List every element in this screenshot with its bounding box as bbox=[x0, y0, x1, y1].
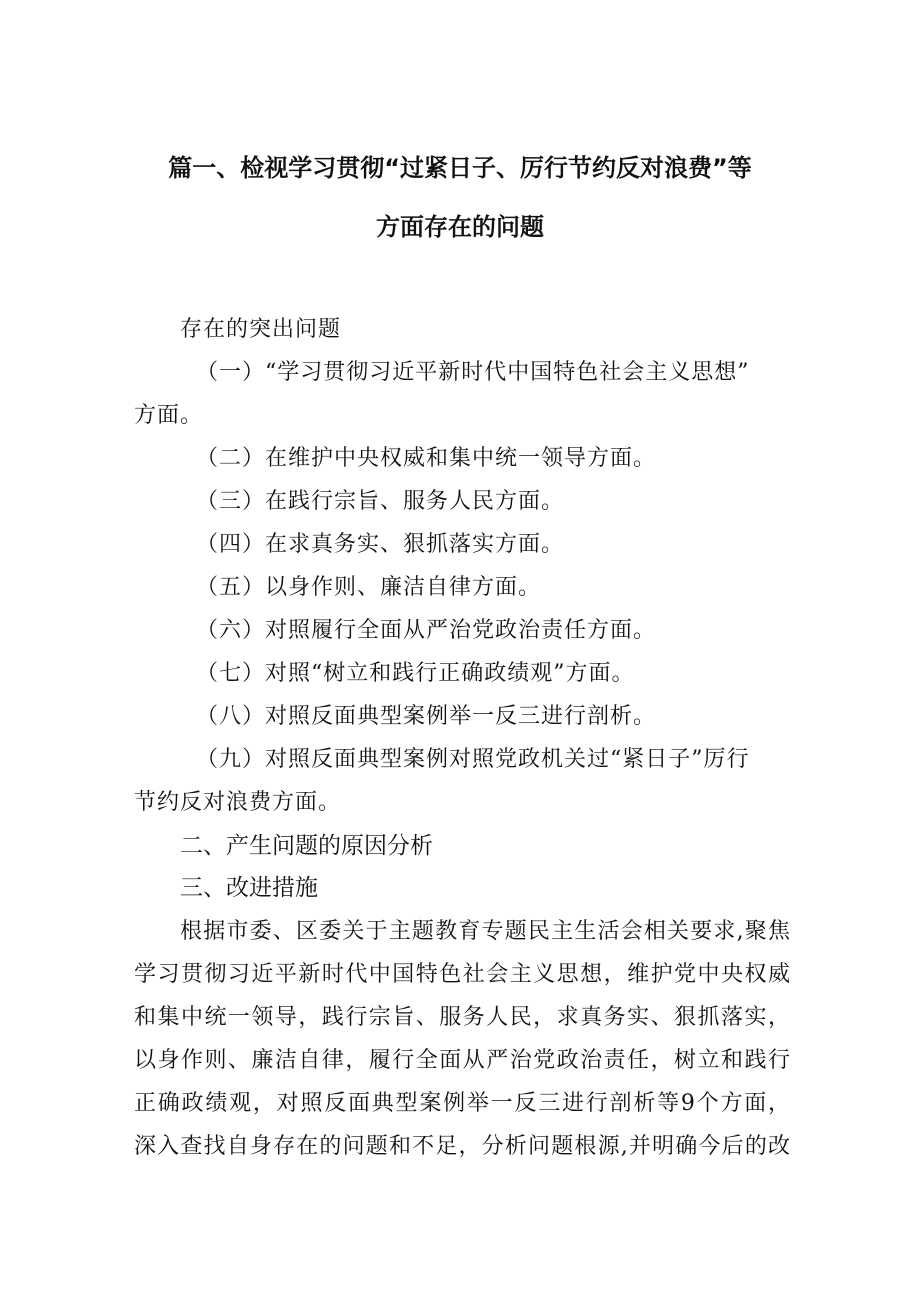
document-title-line2: 方面存在的问题 bbox=[376, 213, 544, 241]
list-item-9-line2: 节约反对浪费方面。 bbox=[134, 790, 342, 815]
list-item-4: （四）在求真务实、狠抓落实方面。 bbox=[196, 532, 565, 557]
paragraph-line3: 和集中统一领导，践行宗旨、服务人民，求真务实、狠抓落实， bbox=[134, 1005, 790, 1030]
list-item-2: （二）在维护中央权威和集中统一领导方面。 bbox=[196, 446, 657, 471]
section-intro: 存在的突出问题 bbox=[180, 317, 342, 342]
document-title-line1: 篇一、检视学习贯彻“过紧日子、厉行节约反对浪费”等 bbox=[168, 154, 752, 182]
paragraph-line1: 根据市委、区委关于主题教育专题民主生活会相关要求,聚焦 bbox=[180, 919, 790, 944]
list-item-5: （五）以身作则、廉洁自律方面。 bbox=[196, 575, 542, 600]
list-item-1-line2: 方面。 bbox=[134, 403, 204, 428]
paragraph-line5: 正确政绩观，对照反面典型案例举一反三进行剖析等9个方面， bbox=[134, 1091, 790, 1116]
list-item-9-line1: （九）对照反面典型案例对照党政机关过“紧日子”厉行 bbox=[196, 747, 750, 772]
section-heading-cause-analysis: 二、产生问题的原因分析 bbox=[180, 833, 433, 859]
list-item-3: （三）在践行宗旨、服务人民方面。 bbox=[196, 489, 565, 514]
paragraph-line6: 深入查找自身存在的问题和不足，分析问题根源,并明确今后的改 bbox=[134, 1134, 790, 1159]
list-item-8: （八）对照反面典型案例举一反三进行剖析。 bbox=[196, 704, 657, 729]
paragraph-line4: 以身作则、廉洁自律，履行全面从严治党政治责任，树立和践行 bbox=[134, 1048, 790, 1073]
paragraph-line2: 学习贯彻习近平新时代中国特色社会主义思想，维护党中央权威 bbox=[134, 962, 790, 987]
list-item-7: （七）对照“树立和践行正确政绩观”方面。 bbox=[196, 661, 635, 686]
section-heading-improvement: 三、改进措施 bbox=[180, 875, 318, 901]
list-item-1-line1: （一）“学习贯彻习近平新时代中国特色社会主义思想” bbox=[196, 360, 750, 385]
list-item-6: （六）对照履行全面从严治党政治责任方面。 bbox=[196, 618, 657, 643]
